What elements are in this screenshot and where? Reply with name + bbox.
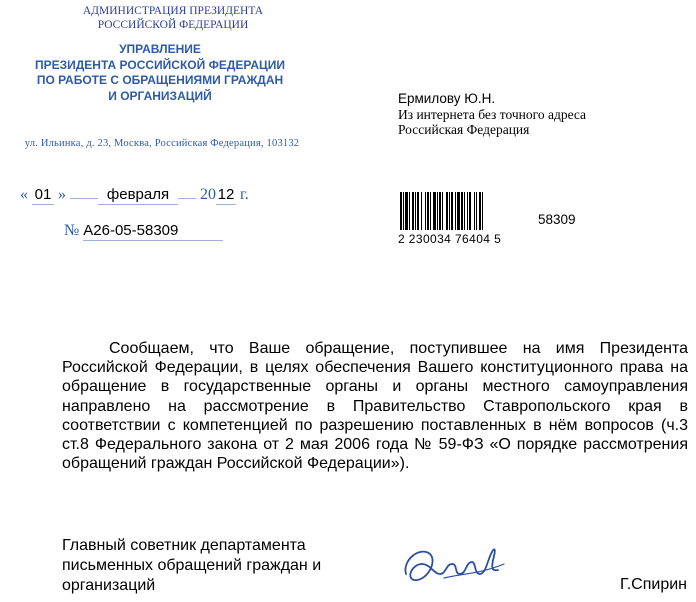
barcode-bar — [457, 192, 460, 230]
barcode-bar — [400, 192, 402, 230]
dept-line-4: И ОРГАНИЗАЦИЙ — [108, 88, 212, 103]
barcode-bar — [442, 192, 443, 230]
signatory-title-line2: письменных обращений граждан и — [62, 557, 322, 574]
handwritten-signature-icon — [400, 534, 508, 594]
barcode-bar — [439, 192, 441, 230]
barcode-bar — [405, 192, 408, 230]
dept-line-3: ПО РАБОТЕ С ОБРАЩЕНИЯМИ ГРАЖДАН — [36, 73, 284, 87]
date-month: февраля — [98, 186, 178, 205]
barcode-bar — [455, 192, 456, 230]
registration-number-value: А26-05-58309 — [83, 222, 223, 241]
signer-name: Г.Спирин — [620, 576, 687, 593]
barcode-bar — [469, 192, 471, 230]
letterhead-administration — [68, 4, 278, 32]
addressee-line2: Из интернета без точного адреса — [398, 106, 587, 122]
barcode-bar — [461, 192, 463, 230]
barcode-bar — [412, 192, 414, 230]
letterhead-admin-line1: АДМИНИСТРАЦИЯ ПРЕЗИДЕНТА — [82, 5, 264, 17]
date-close-quote: » — [58, 186, 66, 203]
barcode-bar — [421, 192, 422, 230]
signatory-title-line3: организаций — [62, 577, 156, 594]
addressee-name: Ермилову Ю.Н. — [398, 91, 496, 106]
letter-date — [20, 186, 249, 205]
letterhead-department — [10, 42, 310, 104]
registration-number — [64, 222, 223, 241]
barcode-bar — [409, 192, 410, 230]
signatory-title-line1: Главный советник департамента — [62, 537, 306, 554]
date-open-quote: « — [20, 186, 28, 203]
barcode-icon — [398, 192, 528, 230]
barcode-bar — [451, 192, 453, 230]
dept-line-2: ПРЕЗИДЕНТА РОССИЙСКОЙ ФЕДЕРАЦИИ — [34, 57, 286, 72]
barcode-bar — [425, 192, 426, 230]
barcode-bar — [446, 192, 448, 230]
number-sign: № — [64, 222, 80, 239]
barcode-bar — [433, 192, 436, 230]
letter-body: Сообщаем, что Ваше обращение, поступившее на имя Президента Российской Федерации, в целях обеспечения Вашего конституционного права на обращение в государственные органы и органы местного самоуправления направлено на рассмотрение в Правительство Ставропольского края в соответствии с компетенцией по разрешению поставленных в нём вопросов (ч.3 ст.8 Федерального закона от 2 мая 2006 года № 59-ФЗ «О порядке рассмотрения обращений граждан Российской Федерации»). — [62, 340, 688, 473]
barcode-bar — [479, 192, 481, 230]
dept-line-1: УПРАВЛЕНИЕ — [119, 42, 201, 56]
letterhead-admin-line2: РОССИЙСКОЙ ФЕДЕРАЦИИ — [97, 19, 249, 31]
barcode-bar — [482, 192, 483, 230]
signatory-title — [62, 536, 321, 596]
date-gap — [70, 198, 98, 199]
date-year-abbr: г. — [240, 186, 249, 203]
barcode-bar — [415, 192, 416, 230]
addressee-block — [398, 91, 586, 138]
barcode-bar — [437, 192, 438, 230]
barcode-bar — [430, 192, 431, 230]
date-year-prefix: 20 — [200, 186, 216, 203]
date-year-suffix: 12 — [217, 186, 235, 203]
date-gap-2 — [178, 198, 196, 199]
barcode-digits: 2 230034 76404 5 — [398, 232, 502, 246]
barcode-bar — [449, 192, 450, 230]
letterhead-address: ул. Ильинка, д. 23, Москва, Российская Федерация, 103132 — [24, 138, 300, 149]
barcode-bar — [474, 192, 475, 230]
addressee-line3: Российская Федерация — [398, 122, 530, 137]
date-day: 01 — [32, 186, 54, 205]
barcode-bar — [476, 192, 477, 230]
barcode-number: 58309 — [538, 212, 576, 227]
barcode-bar — [403, 192, 404, 230]
barcode-bar — [467, 192, 468, 230]
barcode-bar — [427, 192, 429, 230]
barcode-bar — [464, 192, 465, 230]
barcode-bar — [417, 192, 419, 230]
